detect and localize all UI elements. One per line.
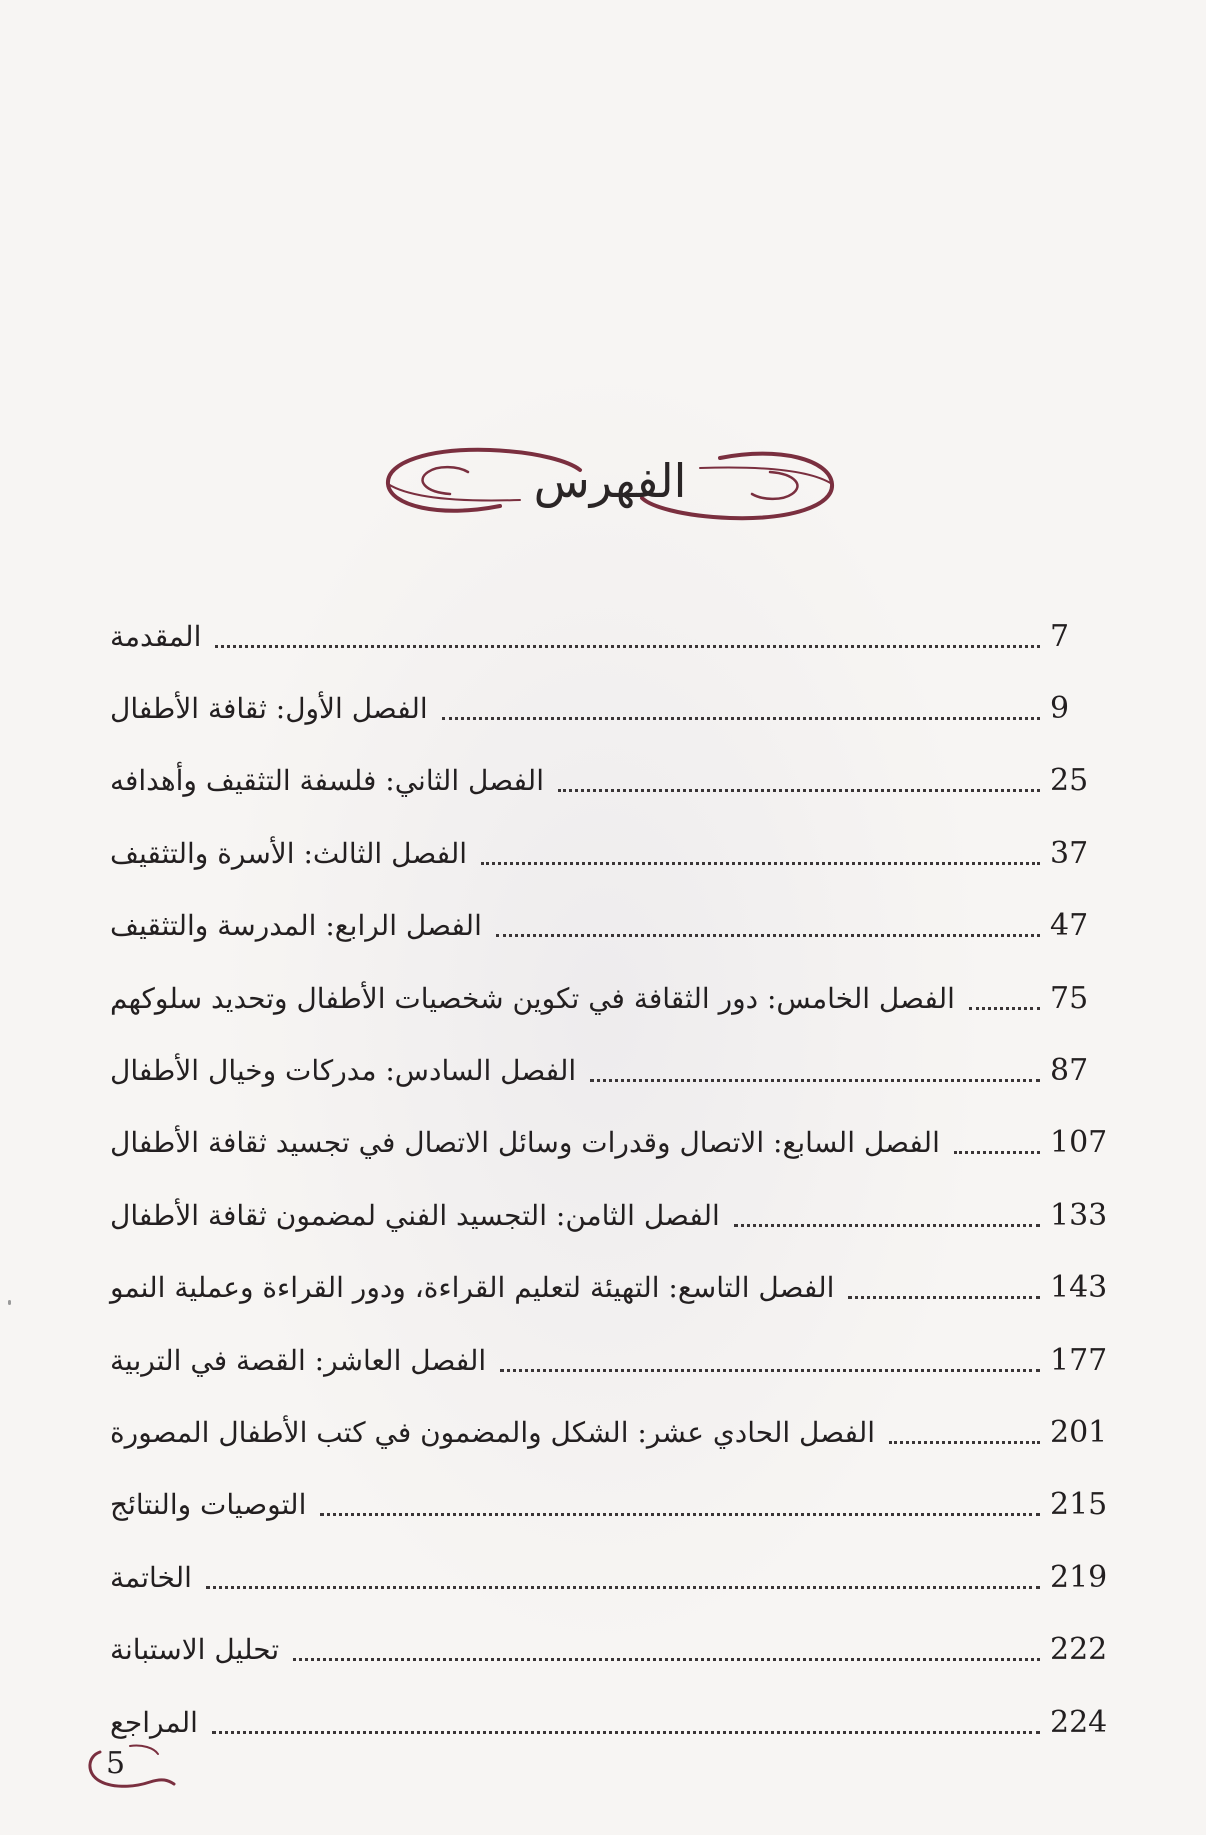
toc-entry [110,1469,1120,1541]
dot-leader [215,645,1040,648]
toc-entry-title: المقدمة [110,619,202,653]
dot-leader [954,1151,1040,1154]
toc-entry-title: المراجع [110,1705,198,1739]
toc-entry [110,672,1120,744]
toc-entry-title: الخاتمة [110,1560,192,1594]
toc-entry-page: 7 [1050,618,1070,654]
toc-entry-page: 75 [1050,980,1089,1016]
page-number: 5 [106,1746,126,1781]
toc-entry-title: الفصل السادس: مدركات وخيال الأطفال [110,1054,577,1088]
toc-entry [110,1034,1120,1106]
toc-entry [110,1541,1120,1613]
toc-entry [110,1179,1120,1251]
toc-entry [110,817,1120,889]
toc-entry-title: الفصل الثاني: فلسفة التثقيف وأهدافه [110,764,544,798]
toc-entry-title: الفصل الحادي عشر: الشكل والمضمون في كتب الأطفال المصورة [110,1415,876,1449]
toc-entry [110,1613,1120,1685]
toc-entry-title: الفصل السابع: الاتصال وقدرات وسائل الاتصال في تجسيد ثقافة الأطفال [110,1126,940,1160]
paper-speck [8,1300,11,1305]
toc-entry-page: 143 [1050,1270,1108,1306]
dot-leader [848,1296,1040,1299]
title-ornament [380,436,840,532]
dot-leader [734,1224,1040,1227]
toc-entry [110,1107,1120,1179]
toc-entry-page: 219 [1050,1559,1108,1595]
dot-leader [558,789,1040,792]
toc-entry-title: التوصيات والنتائج [110,1488,307,1522]
toc-entry-page: 224 [1050,1704,1108,1740]
toc-entry-page: 201 [1050,1414,1108,1450]
page-title: الفهرس [533,454,687,508]
toc-entry [110,1686,1120,1758]
dot-leader [293,1658,1040,1661]
toc-entry-title: الفصل الأول: ثقافة الأطفال [110,692,428,726]
dot-leader [320,1513,1040,1516]
toc-entry-page: 177 [1050,1342,1108,1378]
toc-entry-page: 133 [1050,1197,1108,1233]
toc-entry-page: 47 [1050,908,1089,944]
dot-leader [889,1441,1040,1444]
toc-entry-title: الفصل العاشر: القصة في التربية [110,1343,487,1377]
dot-leader [206,1586,1040,1589]
toc-entry [110,1252,1120,1324]
toc-entry [110,1396,1120,1468]
toc-entry [110,962,1120,1034]
page-number-ornament [70,1738,180,1798]
toc-entry-page: 87 [1050,1053,1089,1089]
toc-entry-title: الفصل الثالث: الأسرة والتثقيف [110,836,468,870]
dot-leader [481,862,1040,865]
dot-leader [212,1731,1040,1734]
toc-entry-title: الفصل الخامس: دور الثقافة في تكوين شخصيات الأطفال وتحديد سلوكهم [110,981,955,1015]
toc-entry [110,1324,1120,1396]
toc-entry [110,890,1120,962]
dot-leader [442,717,1040,720]
toc-entry-page: 25 [1050,763,1089,799]
toc-entry-page: 222 [1050,1632,1108,1668]
dot-leader [969,1007,1040,1010]
dot-leader [590,1079,1040,1082]
toc-entry-title: الفصل التاسع: التهيئة لتعليم القراءة، ودور القراءة وعملية النمو [110,1271,835,1305]
toc-entry-page: 215 [1050,1487,1108,1523]
toc-entry-title: تحليل الاستبانة [110,1633,280,1667]
toc-entry-page: 107 [1050,1125,1108,1161]
dot-leader [500,1369,1040,1372]
toc-entry-title: الفصل الرابع: المدرسة والتثقيف [110,909,482,943]
toc-entry-page: 37 [1050,835,1089,871]
toc-entry-title: الفصل الثامن: التجسيد الفني لمضمون ثقافة الأطفال [110,1198,720,1232]
toc-entry [110,745,1120,817]
toc-entry-page: 9 [1050,691,1070,727]
dot-leader [496,934,1040,937]
toc-entry [110,600,1120,672]
table-of-contents [110,600,1120,1758]
